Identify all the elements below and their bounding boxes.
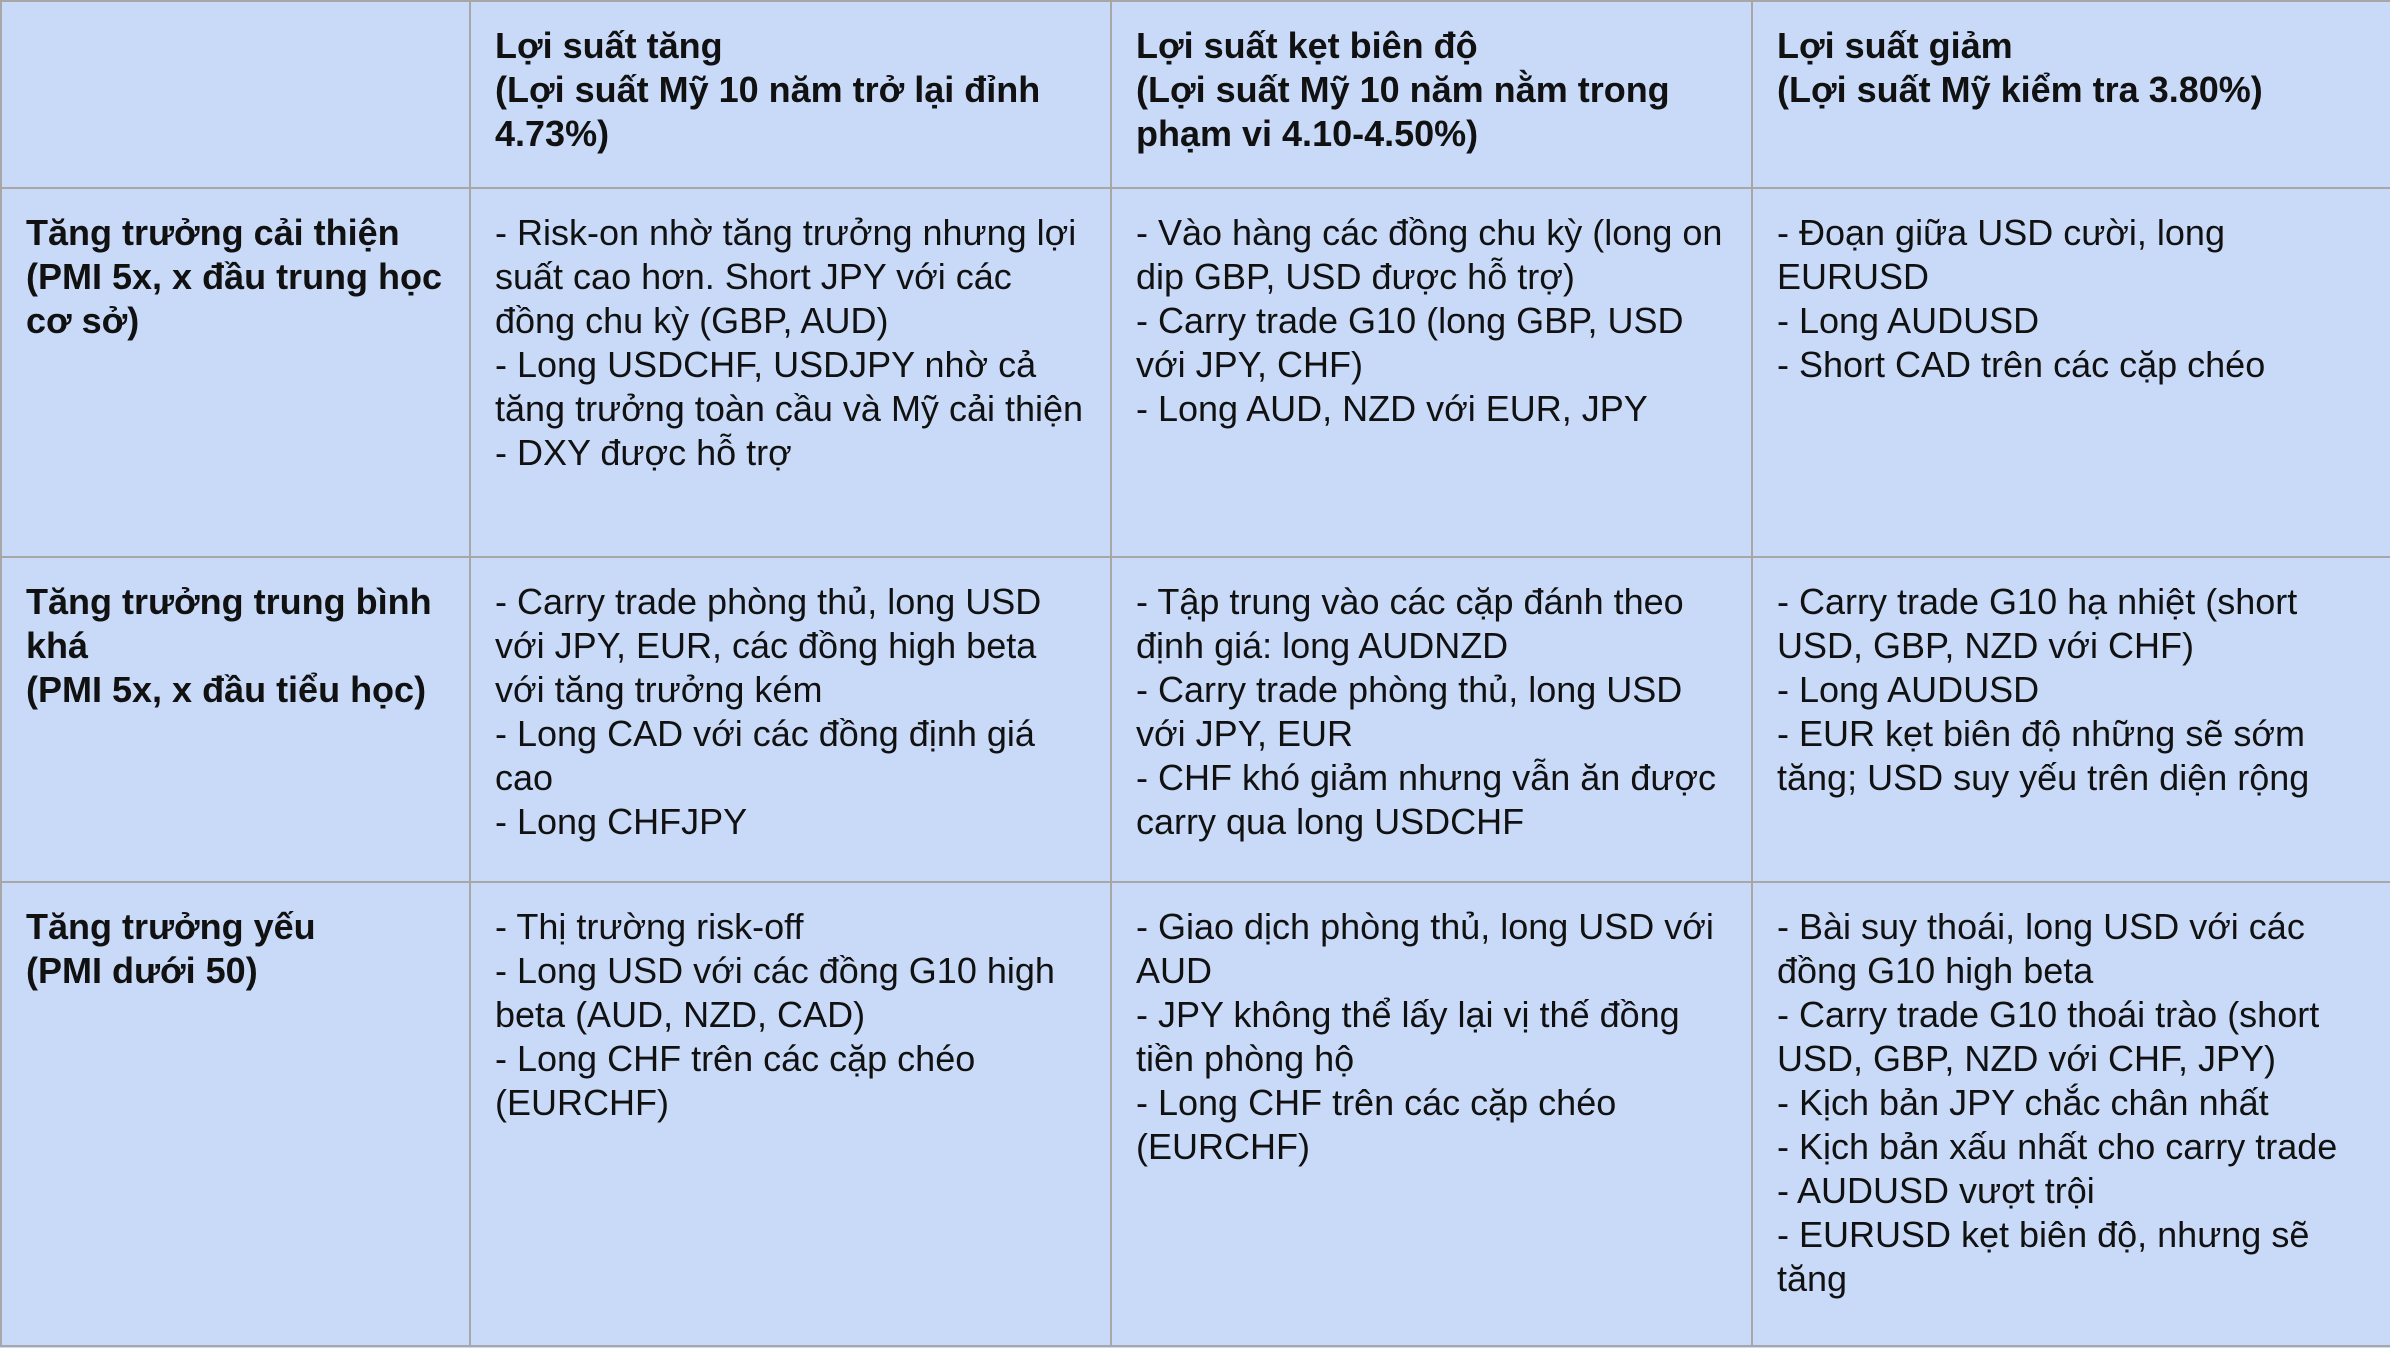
scenario-bullet: - Long AUDUSD [1777,300,2040,341]
header-row [1,1,2390,188]
scenario-bullet: - Carry trade G10 thoái trào (short USD, GBP, NZD với CHF, JPY) [1777,994,2320,1079]
column-header-subtitle: (Lợi suất Mỹ kiểm tra 3.80%) [1777,69,2263,110]
column-header-subtitle: (Lợi suất Mỹ 10 năm trở lại đỉnh 4.73%) [495,69,1041,154]
column-header-title: Lợi suất giảm [1777,25,2013,66]
scenario-bullet: - Long AUDUSD [1777,669,2040,710]
scenario-bullet: - CHF khó giảm nhưng vẫn ăn được carry qua long USDCHF [1136,757,1717,842]
scenario-bullet: - Carry trade phòng thủ, long USD với JPY, EUR [1136,669,1683,754]
scenario-bullet: - Thị trường risk-off [495,906,804,947]
scenario-bullet: - AUDUSD vượt trội [1777,1170,2095,1211]
column-header-subtitle: (Lợi suất Mỹ 10 năm nằm trong phạm vi 4.10-4.50%) [1136,69,1670,154]
scenario-cell [1111,188,1752,557]
scenario-bullet: - Carry trade phòng thủ, long USD với JPY, EUR, các đồng high beta với tăng trưởng kém [495,581,1042,710]
scenario-bullet: - Kịch bản xấu nhất cho carry trade [1777,1126,2338,1167]
row-header-subtitle: (PMI 5x, x đầu trung học cơ sở) [26,256,443,341]
scenario-bullet: - Carry trade G10 (long GBP, USD với JPY, CHF) [1136,300,1684,385]
scenario-bullet: - Long CAD với các đồng định giá cao [495,713,1035,798]
scenario-bullet: - EUR kẹt biên độ những sẽ sớm tăng; USD suy yếu trên diện rộng [1777,713,2310,798]
scenario-bullet: - Short CAD trên các cặp chéo [1777,344,2266,385]
scenario-bullet: - Bài suy thoái, long USD với các đồng G10 high beta [1777,906,2305,991]
scenario-cell [1752,188,2390,557]
scenario-bullet: - Long CHFJPY [495,801,748,842]
scenario-bullet: - DXY được hỗ trợ [495,432,792,473]
scenario-bullet: - Đoạn giữa USD cười, long EURUSD [1777,212,2225,297]
column-header-title: Lợi suất kẹt biên độ [1136,25,1478,66]
scenario-bullet: - Long USD với các đồng G10 high beta (AUD, NZD, CAD) [495,950,1055,1035]
scenario-bullet: - Long USDCHF, USDJPY nhờ cả tăng trưởng toàn cầu và Mỹ cải thiện [495,344,1084,429]
scenario-bullet: - Long CHF trên các cặp chéo (EURCHF) [1136,1082,1617,1167]
column-header-yields-falling [1752,1,2390,188]
scenario-bullet: - EURUSD kẹt biên độ, nhưng sẽ tăng [1777,1214,2310,1299]
scenario-cell [1111,882,1752,1346]
scenario-bullet: - Tập trung vào các cặp đánh theo định giá: long AUDNZD [1136,581,1684,666]
column-header-title: Lợi suất tăng [495,25,723,66]
table-row-growth-weak [1,882,2390,1346]
scenario-cell [1752,557,2390,882]
column-header-yields-rising [470,1,1111,188]
row-header-subtitle: (PMI 5x, x đầu tiểu học) [26,669,427,710]
column-header-yields-range-bound [1111,1,1752,188]
row-header-title: Tăng trưởng yếu [26,906,316,947]
row-header-growth-improving [1,188,470,557]
scenario-cell [1111,557,1752,882]
scenario-cell [470,557,1111,882]
row-header-growth-moderate [1,557,470,882]
row-header-subtitle: (PMI dưới 50) [26,950,258,991]
scenario-cell [470,882,1111,1346]
scenario-cell [470,188,1111,557]
table-row-growth-moderate [1,557,2390,882]
scenario-bullet: - JPY không thể lấy lại vị thế đồng tiền phòng hộ [1136,994,1680,1079]
scenario-bullet: - Risk-on nhờ tăng trưởng nhưng lợi suất cao hơn. Short JPY với các đồng chu kỳ (GBP, AUD) [495,212,1077,341]
row-header-title: Tăng trưởng trung bình khá [26,581,432,666]
row-header-title: Tăng trưởng cải thiện [26,212,400,253]
scenario-cell [1752,882,2390,1346]
scenario-bullet: - Long CHF trên các cặp chéo (EURCHF) [495,1038,976,1123]
corner-cell [1,1,470,188]
scenario-bullet: - Long AUD, NZD với EUR, JPY [1136,388,1648,429]
scenario-bullet: - Carry trade G10 hạ nhiệt (short USD, GBP, NZD với CHF) [1777,581,2298,666]
scenario-bullet: - Giao dịch phòng thủ, long USD với AUD [1136,906,1714,991]
row-header-growth-weak [1,882,470,1346]
scenario-bullet: - Vào hàng các đồng chu kỳ (long on dip GBP, USD được hỗ trợ) [1136,212,1723,297]
scenario-bullet: - Kịch bản JPY chắc chân nhất [1777,1082,2269,1123]
table-row-growth-improving [1,188,2390,557]
